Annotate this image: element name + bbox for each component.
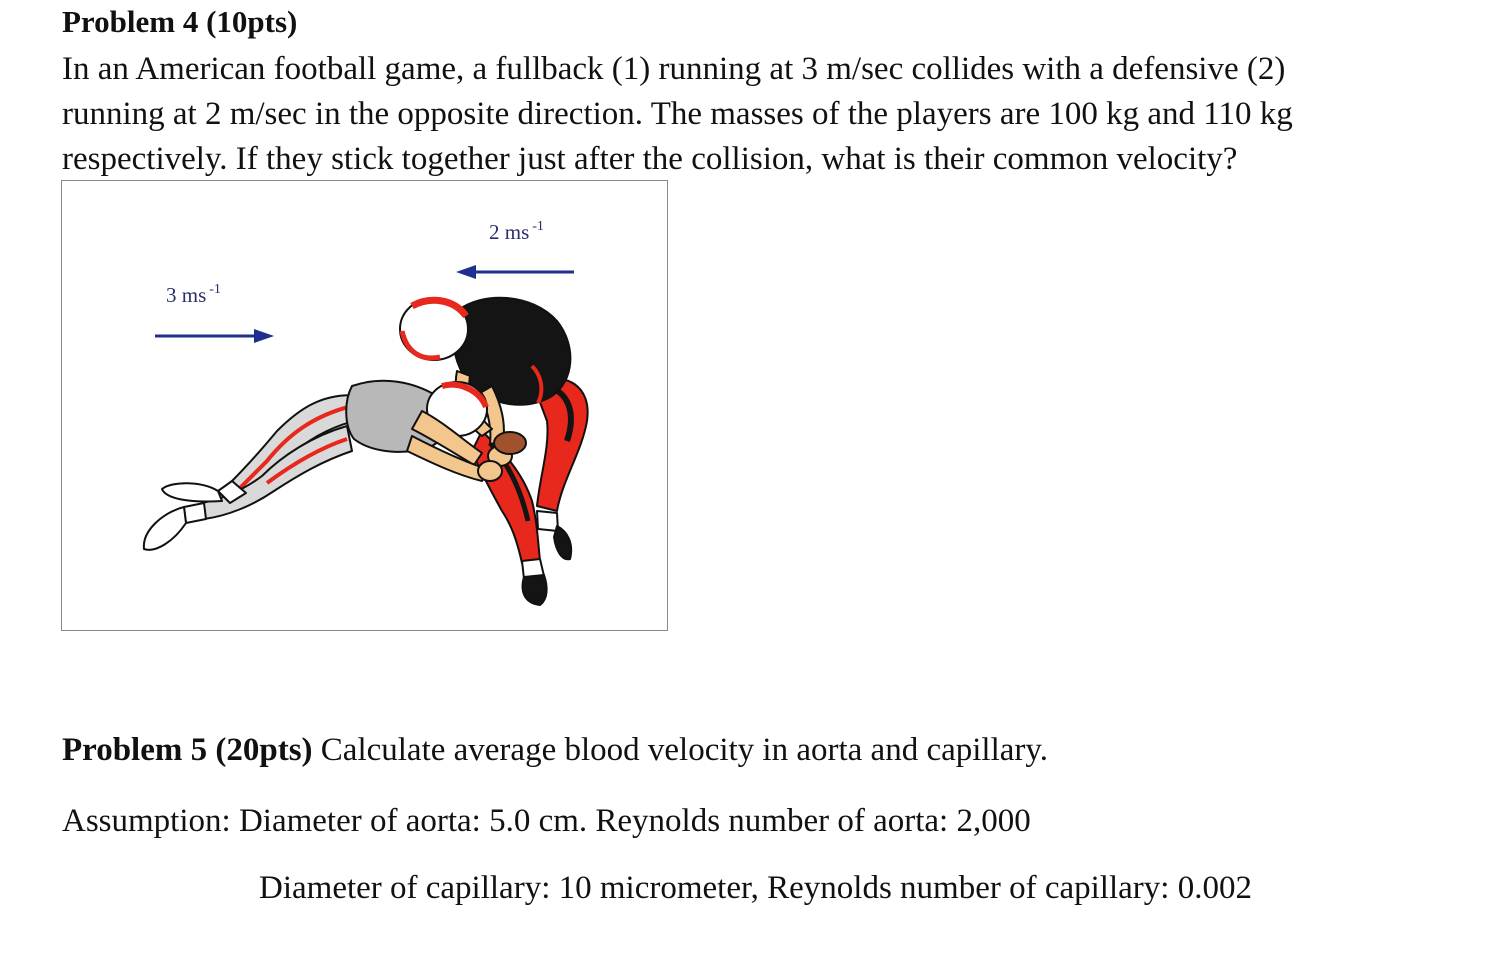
right-arrow-icon [155, 329, 274, 343]
left-arrow-icon [456, 265, 574, 279]
football-illustration [62, 181, 668, 631]
right-speed-label [489, 219, 544, 244]
right-speed-value: 2 ms [489, 220, 530, 244]
problem-5-heading: Problem 5 (20pts) [62, 732, 313, 768]
football-collision-figure [61, 180, 668, 631]
left-speed-value: 3 ms [166, 283, 207, 307]
fullback-player-figure [144, 381, 526, 550]
left-speed-label [166, 282, 221, 307]
problem-4-line-1: In an American football game, a fullback (1) running at 3 m/sec collides with a defensive (2) [62, 51, 1286, 87]
assumption-capillary: Diameter of capillary: 10 micrometer, Reynolds number of capillary: 0.002 [259, 870, 1252, 906]
problem-4-line-3: respectively. If they stick together just after the collision, what is their common velocity? [62, 141, 1238, 177]
assumption-aorta: Assumption: Diameter of aorta: 5.0 cm. Reynolds number of aorta: 2,000 [62, 803, 1031, 839]
left-speed-exponent: -1 [209, 282, 221, 297]
problem-5-line [62, 728, 1048, 773]
problem-4-heading: Problem 4 (10pts) [62, 4, 298, 39]
problem-4-line-2: running at 2 m/sec in the opposite direction. The masses of the players are 100 kg and 110 kg [62, 96, 1293, 132]
right-speed-exponent: -1 [532, 219, 544, 234]
problem-5-question: Calculate average blood velocity in aorta and capillary. [312, 732, 1048, 768]
problem-4-text [62, 47, 1462, 182]
